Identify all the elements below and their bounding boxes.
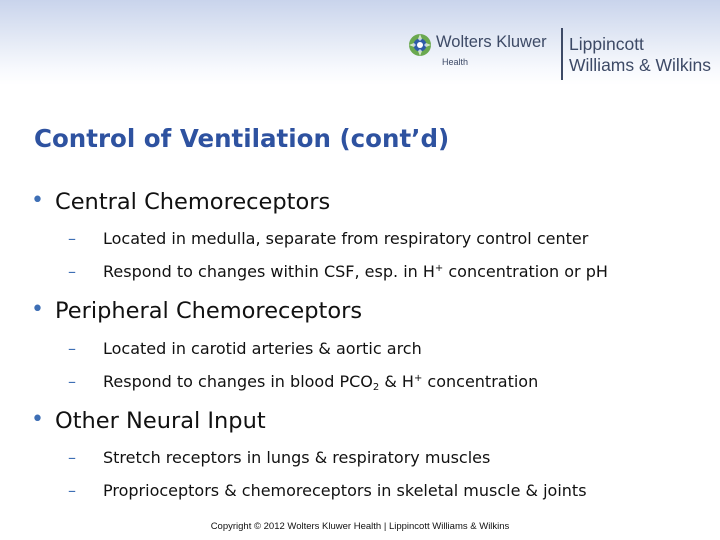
brand-sub: Health — [442, 57, 469, 67]
sub-text: Respond to changes within CSF, esp. in H+ concentration or pH — [103, 262, 608, 281]
sub-text: Located in medulla, separate from respiratory control center — [103, 229, 589, 248]
sub-text: Respond to changes in blood $PCO_2$ & H+ concentration — [103, 372, 539, 393]
sub-text: Located in carotid arteries & aortic arch — [103, 339, 422, 358]
brand-name: Wolters Kluwer — [436, 33, 547, 51]
sub-text: Proprioceptors & chemoreceptors in skeletal muscle & joints — [103, 481, 587, 500]
bullet-dot: • — [31, 407, 44, 432]
bullet-dot: • — [31, 188, 44, 213]
sub-text: Stretch receptors in lungs & respiratory muscles — [103, 448, 491, 467]
bullet-dot: • — [31, 297, 44, 322]
sub-dash: – — [68, 229, 76, 248]
sub-dash: – — [68, 481, 76, 500]
sub-dash: – — [68, 372, 76, 391]
lww-line-1: Lippincott — [569, 34, 644, 54]
sub-dash: – — [68, 339, 76, 358]
lww-line-2: Williams & Wilkins — [569, 55, 711, 75]
sub-dash: – — [68, 448, 76, 467]
bullet-text: Other Neural Input — [55, 408, 266, 434]
bullet-text: Peripheral Chemoreceptors — [55, 298, 363, 324]
copyright-footer: Copyright © 2012 Wolters Kluwer Health | Lippincott Williams & Wilkins — [210, 521, 510, 532]
sub-dash: – — [68, 262, 76, 281]
bullet-text: Central Chemoreceptors — [55, 189, 331, 215]
slide-title: Control of Ventilation (cont’d) — [34, 124, 450, 153]
